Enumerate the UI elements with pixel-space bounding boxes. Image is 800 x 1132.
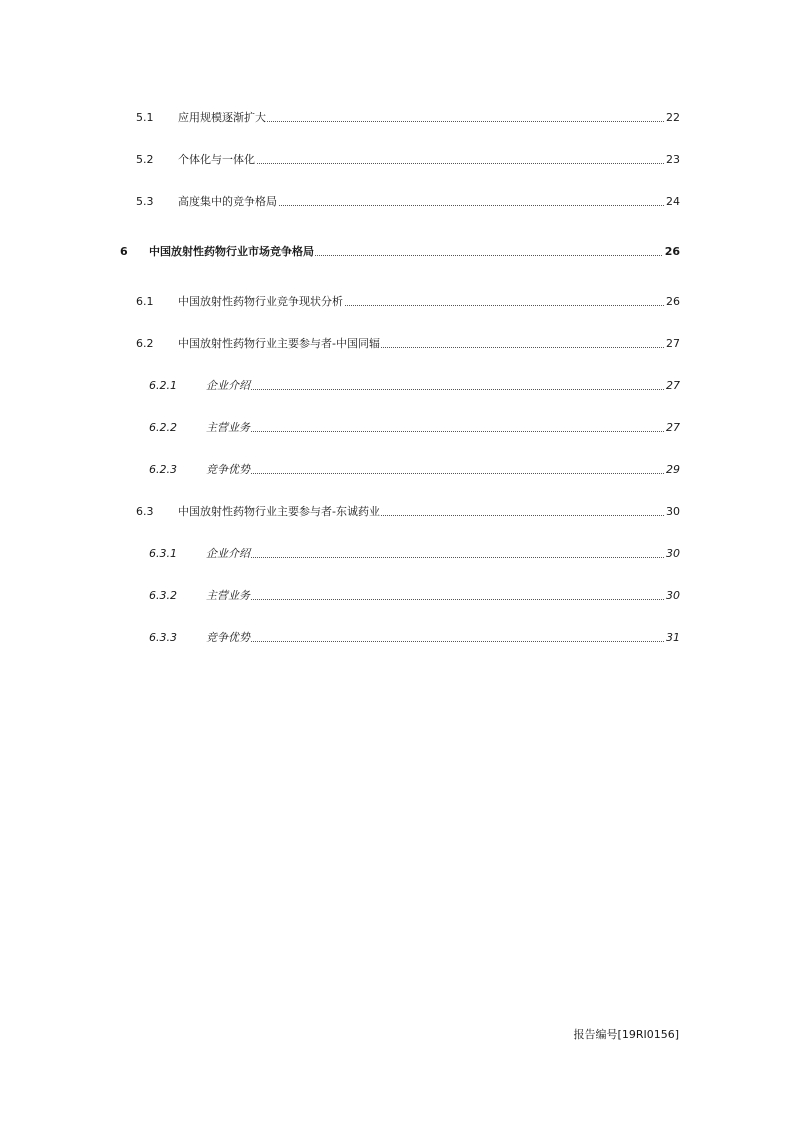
toc-entry-6-3-1[interactable] [0,544,800,564]
toc-dot-leader [208,557,676,558]
toc-entry-page: 29 [664,460,680,480]
toc-entry-number: 6.2 [136,337,154,350]
toc-entry-number: 6.3.1 [149,547,177,560]
toc-dot-leader [208,641,676,642]
toc-entry-page: 26 [663,242,680,262]
toc-entry-number: 6.3.3 [149,631,177,644]
report-number: 报告编号[19RI0156] [573,1028,679,1041]
toc-entry-page: 27 [664,376,680,396]
toc-entry-title: 应用规模逐渐扩大 [178,108,267,128]
toc-entry-number: 6.3.2 [149,589,177,602]
toc-entry-number: 6.2.1 [149,379,177,392]
toc-dot-leader [208,473,676,474]
toc-entry-title: 企业介绍 [206,544,251,564]
toc-entry-5-1[interactable] [0,108,800,128]
toc-entry-page: 26 [664,292,680,312]
toc-entry-title: 主营业务 [206,418,251,438]
toc-entry-6-1[interactable] [0,292,800,312]
toc-entry-number: 6.3 [136,505,154,518]
toc-entry-6[interactable] [0,242,800,262]
toc-entry-title: 中国放射性药物行业主要参与者-中国同辐 [178,334,381,354]
toc-dot-leader [208,431,676,432]
toc-entry-page: 30 [664,586,680,606]
toc-entry-page: 22 [664,108,680,128]
toc-entry-number: 6.2.2 [149,421,177,434]
toc-entry-title: 高度集中的竞争格局 [178,192,278,212]
toc-entry-number: 6.1 [136,295,154,308]
toc-entry-6-2-2[interactable] [0,418,800,438]
toc-dot-leader [208,389,676,390]
toc-entry-page: 30 [664,544,680,564]
toc-entry-page: 23 [664,150,680,170]
toc-entry-number: 5.1 [136,111,154,124]
toc-entry-6-2-1[interactable] [0,376,800,396]
toc-entry-title: 竞争优势 [206,628,251,648]
toc-dot-leader [208,599,676,600]
toc-entry-6-3-2[interactable] [0,586,800,606]
toc-entry-6-3-3[interactable] [0,628,800,648]
toc-entry-title: 个体化与一体化 [178,150,256,170]
toc-entry-number: 5.3 [136,195,154,208]
toc-entry-title: 中国放射性药物行业市场竞争格局 [149,242,315,262]
toc-entry-number: 6 [120,245,128,258]
toc-entry-5-2[interactable] [0,150,800,170]
toc-entry-title: 中国放射性药物行业主要参与者-东诚药业 [178,502,381,522]
toc-entry-title: 企业介绍 [206,376,251,396]
toc-entry-page: 30 [664,502,680,522]
toc-entry-page: 27 [664,418,680,438]
toc-entry-title: 中国放射性药物行业竞争现状分析 [178,292,344,312]
toc-entry-title: 主营业务 [206,586,251,606]
toc-entry-page: 31 [664,628,680,648]
toc-entry-number: 6.2.3 [149,463,177,476]
toc-entry-6-3[interactable] [0,502,800,522]
toc-entry-page: 24 [664,192,680,212]
toc-entry-number: 5.2 [136,153,154,166]
toc-entry-6-2[interactable] [0,334,800,354]
toc-entry-5-3[interactable] [0,192,800,212]
toc-entry-6-2-3[interactable] [0,460,800,480]
toc-entry-title: 竞争优势 [206,460,251,480]
toc-entry-page: 27 [664,334,680,354]
